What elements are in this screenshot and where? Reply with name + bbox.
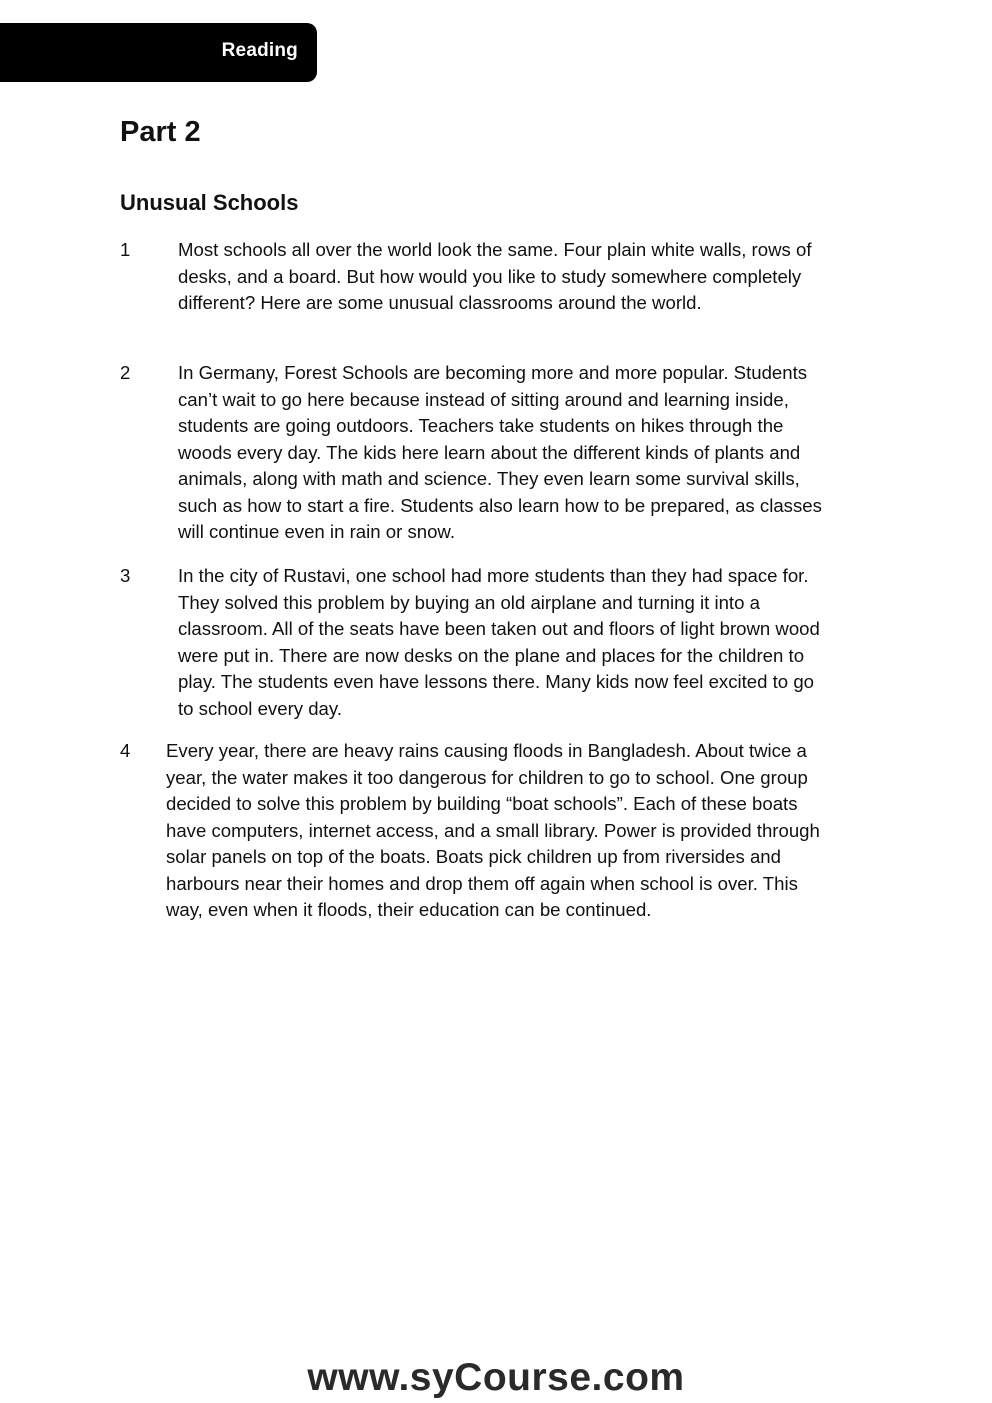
paragraph-4 [120, 738, 840, 924]
paragraph-3 [120, 563, 840, 722]
paragraph-1 [120, 237, 840, 317]
paragraph-number: 1 [120, 239, 131, 260]
paragraph-number: 4 [120, 740, 131, 761]
paragraph-2 [120, 360, 840, 546]
paragraph-text: In Germany, Forest Schools are becoming more and more popular. Students can’t wait to go here because instead of sitting around and learning inside, students are going outdoors. Teachers take students on hikes through the woods every day. The kids here learn about the different kinds of plants and animals, along with math and science. They even learn some survival skills, such as how to start a fire. Students also learn how to be prepared, as classes will continue even in rain or snow. [178, 362, 822, 542]
paragraph-number: 2 [120, 362, 131, 383]
paragraph-text: In the city of Rustavi, one school had more students than they had space for. They solved this problem by buying an old airplane and turning it into a classroom. All of the seats have been taken out and floors of light brown wood were put in. There are now desks on the plane and places for the children to play. The students even have lessons there. Many kids now feel excited to go to school every day. [178, 565, 820, 719]
paragraph-number: 3 [120, 565, 131, 586]
paragraph-text: Most schools all over the world look the same. Four plain white walls, rows of desks, and a board. But how would you like to study somewhere completely different? Here are some unusual classrooms around the world. [178, 239, 812, 313]
site-watermark: www.syCourse.com [307, 1356, 685, 1399]
paragraph-text: Every year, there are heavy rains causing floods in Bangladesh. About twice a year, the water makes it too dangerous for children to go to school. One group decided to solve this problem by building “boat schools”. Each of these boats have computers, internet access, and a small library. Power is provided through solar panels on top of the boats. Boats pick children up from riversides and harbours near their homes and drop them off again when school is over. This way, even when it floods, their education can be continued. [166, 740, 820, 920]
section-tab-label: Reading [221, 40, 298, 61]
article-title: Unusual Schools [120, 190, 299, 215]
part-title: Part 2 [120, 116, 201, 148]
section-tab [0, 23, 317, 82]
